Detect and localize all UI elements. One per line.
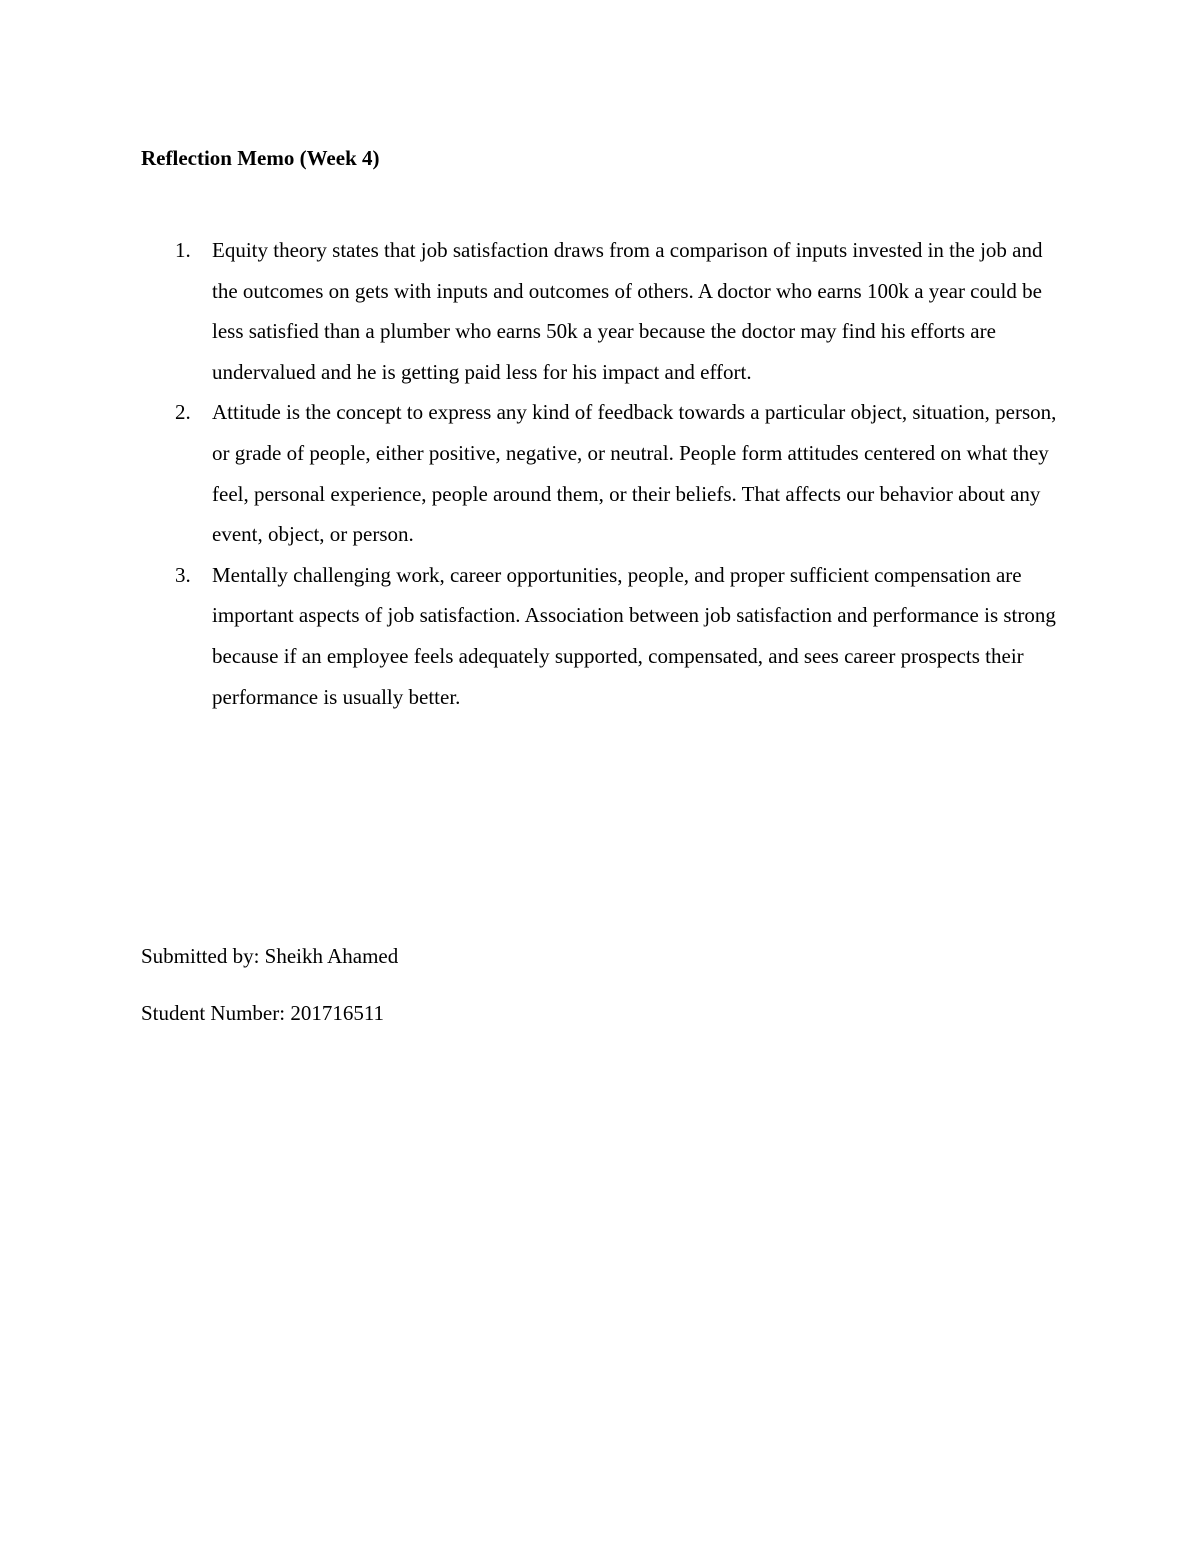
submitted-by: Submitted by: Sheikh Ahamed <box>141 944 399 968</box>
student-number: Student Number: 201716511 <box>141 1001 385 1025</box>
list-item-text: Equity theory states that job satisfaction draws from a comparison of inputs invested in the job and the outcomes on gets with inputs and outcomes of others. A doctor who earns 100k a year could be less satisfied than a plumber who earns 50k a year because the doctor may find his efforts are undervalued and he is getting paid less for his impact and effort. <box>212 238 1043 384</box>
list-item-number: 3. <box>175 562 191 587</box>
list-item-number: 2. <box>175 400 191 425</box>
list-item <box>0 392 1200 554</box>
list-item-text: Attitude is the concept to express any kind of feedback towards a particular object, situation, person, or grade of people, either positive, negative, or neutral. People form attitudes centered on what they feel, personal experience, people around them, or their beliefs. That affects our behavior about any event, object, or person. <box>212 400 1057 547</box>
list-item-number: 1. <box>175 238 191 262</box>
list-item-text: Mentally challenging work, career opportunities, people, and proper sufficient compensation are important aspects of job satisfaction. Association between job satisfaction and performance is strong because if an employee feels adequately supported, compensated, and sees career prospects their performance is usually better. <box>212 562 1056 709</box>
reflection-list <box>0 230 1200 717</box>
list-item <box>0 555 1200 717</box>
document-title: Reflection Memo (Week 4) <box>141 146 380 170</box>
list-item <box>0 230 1200 392</box>
